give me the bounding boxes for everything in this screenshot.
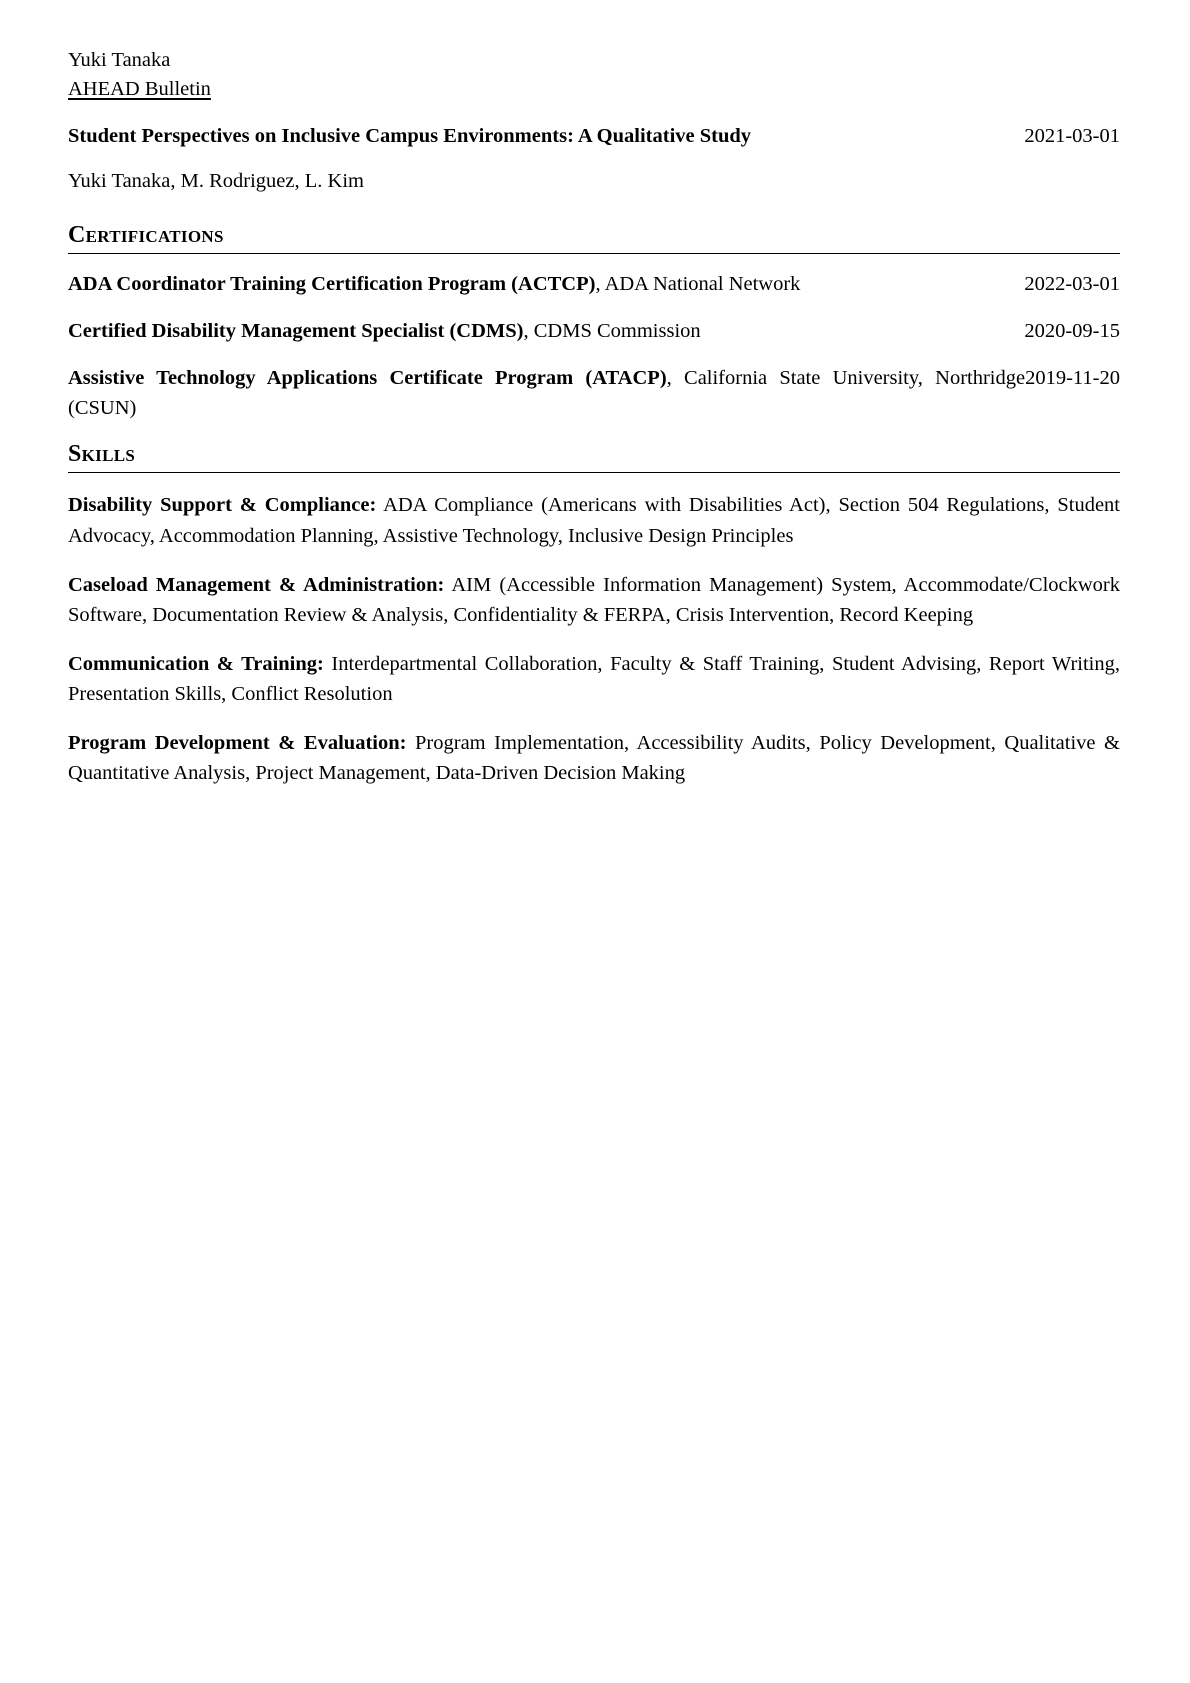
certification-separator: ,: [595, 273, 605, 296]
certification-separator: ,: [523, 320, 534, 343]
certification-separator: ,: [666, 367, 685, 390]
publication-title: Student Perspectives on Inclusive Campus Environments: A Qualitative Study: [68, 125, 752, 148]
certification-entry: [68, 364, 1120, 424]
skill-entry: [68, 649, 1120, 709]
certification-date: 2020-09-15: [1024, 320, 1120, 343]
skill-category: Communication & Training:: [68, 652, 324, 675]
certification-issuer: California State University, Northridge (CSUN): [68, 367, 1026, 420]
certification-name: ADA Coordinator Training Certification Program (ACTCP): [68, 273, 596, 296]
publication-header: [68, 46, 1120, 196]
skills-section: [68, 441, 1120, 788]
certification-entry: [68, 317, 1120, 347]
certification-issuer: ADA National Network: [604, 273, 801, 296]
skill-items: Program Implementation, Accessibility Audits, Policy Development, Qualitative & Quantitative Analysis, Project Management, Data-Driven Decision Making: [68, 732, 1120, 785]
certifications-heading: Certifications: [68, 222, 224, 249]
skill-category: Program Development & Evaluation:: [68, 732, 407, 755]
publication-author: Yuki Tanaka: [68, 49, 171, 71]
publication-date: 2021-03-01: [1024, 125, 1120, 148]
certification-name: Assistive Technology Applications Certificate Program (ATACP): [68, 367, 667, 390]
publication-coauthors: Yuki Tanaka, M. Rodriguez, L. Kim: [68, 169, 364, 192]
certification-date: 2019-11-20: [1025, 367, 1120, 390]
certification-body: [68, 270, 816, 300]
skill-items: AIM (Accessible Information Management) System, Accommodate/Clockwork Software, Documentation Review & Analysis, Confidentiality & FERPA, Crisis Intervention, Record Keeping: [68, 573, 1120, 626]
skills-heading: Skills: [68, 441, 136, 468]
publication-venue: [68, 75, 1120, 104]
certification-entry: [68, 270, 1120, 300]
skill-items: Interdepartmental Collaboration, Faculty & Staff Training, Student Advising, Report Writing, Presentation Skills, Conflict Resolution: [68, 652, 1120, 706]
publication-title-row: [68, 122, 1120, 151]
skill-entry: [68, 570, 1120, 630]
publication-venue-text: AHEAD Bulletin: [68, 78, 211, 101]
certification-date: 2022-03-01: [1024, 273, 1120, 296]
certifications-section: [68, 222, 1120, 424]
certification-body: [68, 317, 717, 347]
skill-items: ADA Compliance (Americans with Disabilities Act), Section 504 Regulations, Student Advocacy, Accommodation Planning, Assistive Technology, Inclusive Design Principles: [68, 494, 1120, 547]
skills-rule: [68, 472, 1120, 473]
skill-entry: [68, 490, 1120, 550]
certification-issuer: CDMS Commission: [533, 320, 701, 343]
skill-entry: [68, 728, 1120, 788]
certifications-rule: [68, 253, 1120, 254]
skill-category: Caseload Management & Administration:: [68, 573, 445, 596]
certification-name: Certified Disability Management Specialist (CDMS): [68, 320, 524, 343]
skill-category: Disability Support & Compliance:: [68, 494, 377, 517]
